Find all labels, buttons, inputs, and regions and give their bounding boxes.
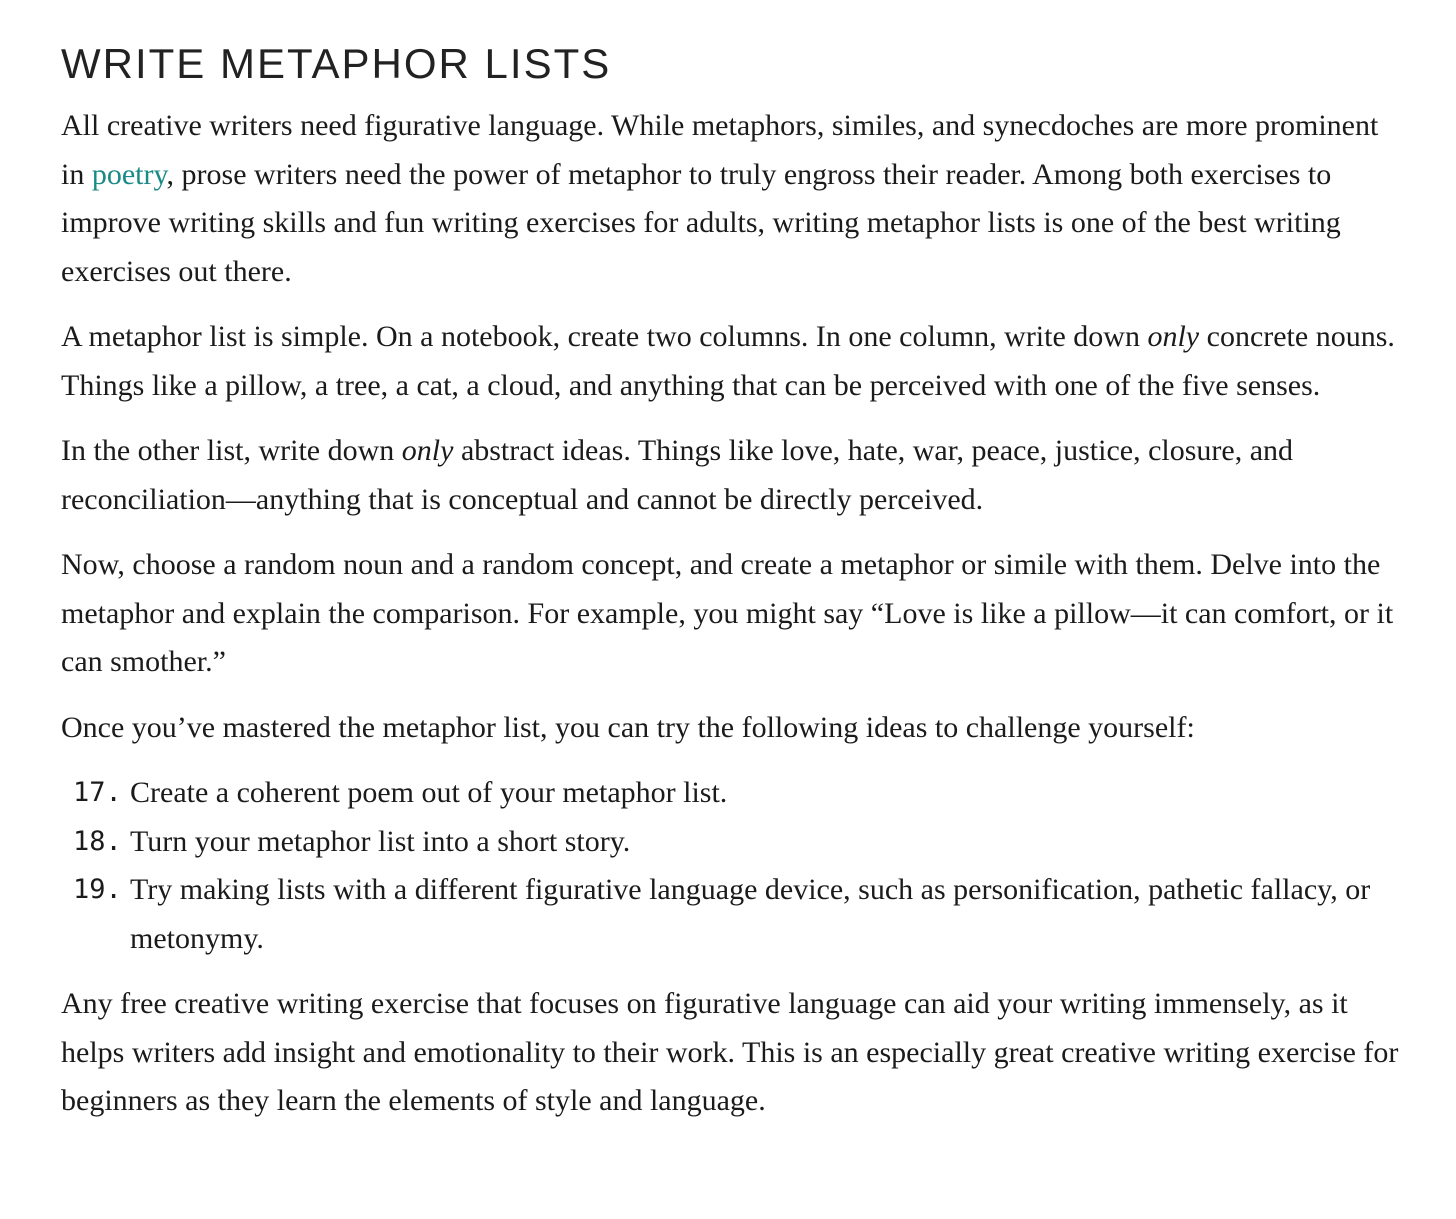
paragraph-intro [61, 102, 1401, 296]
list-item [61, 818, 1401, 867]
paragraph-challenge: Once you’ve mastered the metaphor list, you can try the following ideas to challenge yourself: [61, 710, 1195, 744]
list-item-number: 17. [73, 777, 122, 808]
list-item-text: Create a coherent poem out of your metaphor list. [130, 776, 728, 809]
paragraph-concrete-nouns [61, 313, 1401, 410]
paragraph-abstract-text-2: abstract ideas. Things like love, hate, war, peace, justice, closure, and reconciliation—anything that is conceptual and cannot be directly perceived. [61, 434, 1294, 516]
paragraph-abstract-ideas [61, 427, 1401, 524]
list-item [61, 866, 1401, 963]
paragraph-concrete-text-1: A metaphor list is simple. On a notebook, create two columns. In one column, write down [61, 320, 1148, 353]
paragraph-intro-text-2: , prose writers need the power of metaphor to truly engross their reader. Among both exercises to improve writing skills and fun writing exercises for adults, writing metaphor lists is one of the best writing exercises out there. [61, 157, 1341, 288]
emphasis-only: only [401, 434, 454, 467]
list-item-text: Try making lists with a different figurative language device, such as personification, pathetic fallacy, or metonymy. [130, 873, 1371, 955]
section-heading: WRITE METAPHOR LISTS [61, 40, 612, 87]
paragraph-example: Now, choose a random noun and a random concept, and create a metaphor or simile with them. Delve into the metaphor and explain the comparison. For example, you might say “Love is like a pillow—it can comfort, or it can smother.” [61, 548, 1394, 678]
paragraph-abstract-text-1: In the other list, write down [61, 434, 402, 467]
emphasis-only: only [1147, 320, 1200, 353]
challenge-list [61, 769, 1401, 963]
article [61, 0, 1401, 1126]
poetry-link[interactable]: poetry [91, 157, 167, 191]
list-item-number: 19. [73, 874, 122, 905]
list-item [61, 769, 1401, 818]
list-item-number: 18. [73, 825, 122, 857]
paragraph-concrete-text-2: concrete nouns. Things like a pillow, a tree, a cat, a cloud, and anything that can be perceived with one of the five senses. [61, 320, 1395, 402]
paragraph-intro-text-1: All creative writers need figurative language. While metaphors, similes, and synecdoches are more prominent in [61, 109, 1379, 191]
paragraph-conclusion: Any free creative writing exercise that focuses on figurative language can aid your writing immensely, as it helps writers add insight and emotionality to their work. This is an especially great creative writing exercise for beginners as they learn the elements of style and language. [61, 987, 1399, 1117]
list-item-text: Turn your metaphor list into a short story. [130, 824, 631, 858]
